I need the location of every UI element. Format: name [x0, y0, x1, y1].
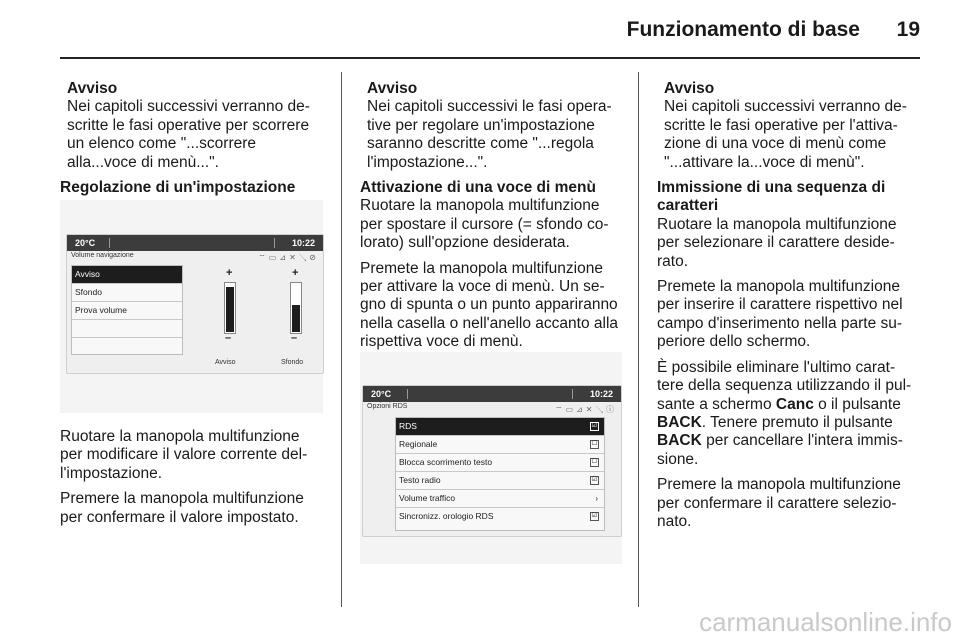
- text-line: È possibile eliminare l'ultimo carat-: [657, 358, 896, 376]
- sfondo-label[interactable]: Sfondo: [281, 359, 304, 366]
- avviso-label[interactable]: Avviso: [215, 359, 236, 366]
- text-line: [657, 414, 919, 432]
- text-line: per attivare la voce di menù. Un se-: [360, 278, 605, 296]
- clock: 10:22: [589, 389, 613, 399]
- text-line: tere della sequenza utilizzando il pul-: [657, 377, 912, 395]
- status-separator: [572, 389, 573, 399]
- slider-fill: [226, 287, 234, 332]
- status-bar: [67, 235, 323, 251]
- header-rule: [60, 57, 920, 59]
- status-bar: [363, 386, 621, 402]
- screen-subtitle: Volume navigazione: [71, 252, 134, 259]
- column-divider-2: [638, 72, 639, 607]
- note-line: "...attivare la...voce di menù".: [664, 153, 865, 171]
- text-run: sante a schermo: [657, 395, 776, 413]
- watermark: carmanualsonline.info: [699, 607, 952, 637]
- volume-slider-sfondo[interactable]: [290, 282, 302, 334]
- checkbox-icon[interactable]: ☐: [591, 441, 598, 447]
- menu-item[interactable]: Sfondo: [72, 284, 182, 302]
- note-line: saranno descritte come "...regola: [367, 135, 594, 153]
- paragraph: [360, 260, 622, 352]
- screen-subtitle-bar: [71, 252, 319, 264]
- display: [362, 385, 622, 537]
- note-line: zione di una voce di menù come: [664, 135, 887, 153]
- text-line: [657, 396, 919, 414]
- back-button-label: BACK: [657, 413, 702, 431]
- text-line: per inserire il carattere rispettivo nel: [657, 296, 903, 314]
- paragraph: [657, 359, 919, 469]
- paragraph: [657, 278, 919, 352]
- note-line: scritte le fasi operative per scorrere: [67, 116, 310, 134]
- paragraph: [60, 428, 322, 483]
- text-line: nato.: [657, 512, 692, 530]
- section-heading: Attivazione di una voce di menù: [360, 179, 596, 197]
- heading-line: caratteri: [657, 197, 719, 215]
- clock: 10:22: [291, 238, 315, 248]
- text-line: per selezionare il carattere deside-: [657, 234, 895, 252]
- menu-item-label: Regionale: [399, 439, 438, 449]
- note-line: l'impostazione...".: [367, 153, 488, 171]
- slider-fill: [292, 305, 300, 333]
- text-line: campo d'inserimento nella parte su-: [657, 314, 903, 332]
- volume-slider-avviso[interactable]: [224, 282, 236, 334]
- text-line: per modificare il valore corrente del-: [60, 446, 308, 464]
- menu-item-label: Blocca scorrimento testo: [399, 457, 493, 467]
- heading-line: Immissione di una sequenza di: [657, 179, 886, 197]
- status-separator: [274, 238, 275, 248]
- note-line: Nei capitoli successivi verranno de-: [67, 98, 310, 116]
- column-divider-1: [341, 72, 342, 607]
- section-heading: [657, 179, 919, 216]
- text-line: sione.: [657, 450, 699, 468]
- text-line: lorato) sull'opzione desiderata.: [360, 234, 570, 252]
- note-line: un elenco come "...scorrere: [67, 135, 257, 153]
- screenshot-volume-navigazione: [60, 200, 323, 413]
- menu-item[interactable]: [396, 508, 604, 525]
- column-2: [360, 80, 622, 359]
- text-line: Ruotare la manopola multifunzione: [657, 215, 897, 233]
- note-title: Avviso: [67, 80, 118, 97]
- status-separator: [407, 389, 408, 399]
- menu-list: [71, 265, 183, 355]
- paragraph: [657, 476, 919, 531]
- note-title: Avviso: [664, 80, 715, 97]
- text-line: per confermare il valore impostato.: [60, 508, 299, 526]
- canc-button-label: Canc: [775, 395, 814, 413]
- minus-icon: –: [291, 332, 298, 344]
- menu-item[interactable]: Avviso: [72, 266, 182, 284]
- status-separator: [109, 238, 110, 248]
- temperature: 20°C: [371, 389, 392, 399]
- text-run: per cancellare l'intera immis-: [701, 432, 903, 450]
- text-line: l'impostazione.: [60, 464, 163, 482]
- status-icons: ⌔▭⊿✕↘ⓘ: [554, 405, 617, 414]
- text-line: rispettiva voce di menù.: [360, 333, 523, 351]
- menu-item[interactable]: [396, 490, 604, 508]
- menu-item-label: Sincronizz. orologio RDS: [399, 511, 494, 521]
- plus-icon: +: [226, 267, 233, 279]
- screenshot-opzioni-rds: [360, 352, 622, 564]
- text-line: [657, 432, 919, 450]
- page-number: 19: [896, 18, 920, 41]
- text-line: Premere la manopola multifunzione: [60, 490, 304, 508]
- screen-subtitle: Opzioni RDS: [367, 403, 408, 410]
- text-line: Ruotare la manopola multifunzione: [60, 428, 300, 445]
- back-button-label: BACK: [657, 432, 702, 450]
- note-line: Nei capitoli successivi le fasi opera-: [367, 98, 612, 116]
- menu-item[interactable]: [396, 472, 604, 490]
- text-line: Premete la manopola multifunzione: [360, 259, 603, 277]
- text-line: per confermare il carattere selezio-: [657, 494, 897, 512]
- note-title: Avviso: [367, 80, 418, 97]
- paragraph: [657, 216, 919, 271]
- note-line: scritte le fasi operative per l'attiva-: [664, 116, 898, 134]
- menu-item-label: Testo radio: [399, 475, 441, 485]
- column-3: [657, 80, 919, 538]
- status-icons: ⌔▭⊿✕↘⊘: [258, 253, 319, 262]
- paragraph: [360, 197, 622, 252]
- checkbox-icon[interactable]: ☑: [591, 513, 598, 519]
- screen-subtitle-bar: [367, 403, 617, 415]
- display: [66, 234, 324, 374]
- menu-item[interactable]: [72, 320, 182, 338]
- menu-item[interactable]: [396, 418, 604, 436]
- temperature: 20°C: [75, 238, 96, 248]
- menu-item[interactable]: Prova volume: [72, 302, 182, 320]
- note-line: tive per regolare un'impostazione: [367, 116, 595, 134]
- text-line: Premete la manopola multifunzione: [657, 278, 900, 296]
- text-line: gno di spunta o un punto appariranno: [360, 296, 618, 314]
- menu-item-label: RDS: [399, 421, 417, 431]
- checkbox-icon[interactable]: ☑: [591, 477, 598, 483]
- menu-list: [395, 417, 605, 531]
- text-line: nella casella o nell'anello accanto alla: [360, 314, 619, 332]
- paragraph: [60, 490, 322, 527]
- text-line: per spostare il cursore (= sfondo co-: [360, 215, 609, 233]
- column-1-lower: [60, 428, 322, 534]
- menu-item[interactable]: [396, 436, 604, 454]
- menu-item[interactable]: [72, 338, 182, 355]
- minus-icon: –: [225, 332, 232, 344]
- section-heading: Regolazione di un'impostazione: [60, 179, 296, 197]
- text-line: periore dello schermo.: [657, 333, 811, 351]
- chevron-right-icon: ›: [595, 494, 598, 503]
- note-box: [360, 80, 622, 172]
- menu-item[interactable]: [396, 454, 604, 472]
- menu-item-label: Volume traffico: [399, 493, 456, 503]
- column-1: [60, 80, 322, 200]
- note-line: Nei capitoli successivi verranno de-: [664, 98, 907, 116]
- checkbox-icon[interactable]: ☐: [591, 459, 598, 465]
- text-line: rato.: [657, 252, 689, 270]
- text-run: o il pulsante: [813, 395, 901, 413]
- text-line: Ruotare la manopola multifunzione: [360, 197, 600, 215]
- text-run: . Tenere premuto il pulsante: [701, 413, 893, 431]
- text-line: Premere la manopola multifunzione: [657, 476, 901, 494]
- checkbox-icon[interactable]: ☑: [591, 423, 598, 429]
- plus-icon: +: [292, 267, 299, 279]
- note-box: [60, 80, 322, 172]
- note-box: [657, 80, 919, 172]
- note-line: alla...voce di menù...".: [67, 153, 219, 171]
- page-title: Funzionamento di base: [626, 18, 860, 41]
